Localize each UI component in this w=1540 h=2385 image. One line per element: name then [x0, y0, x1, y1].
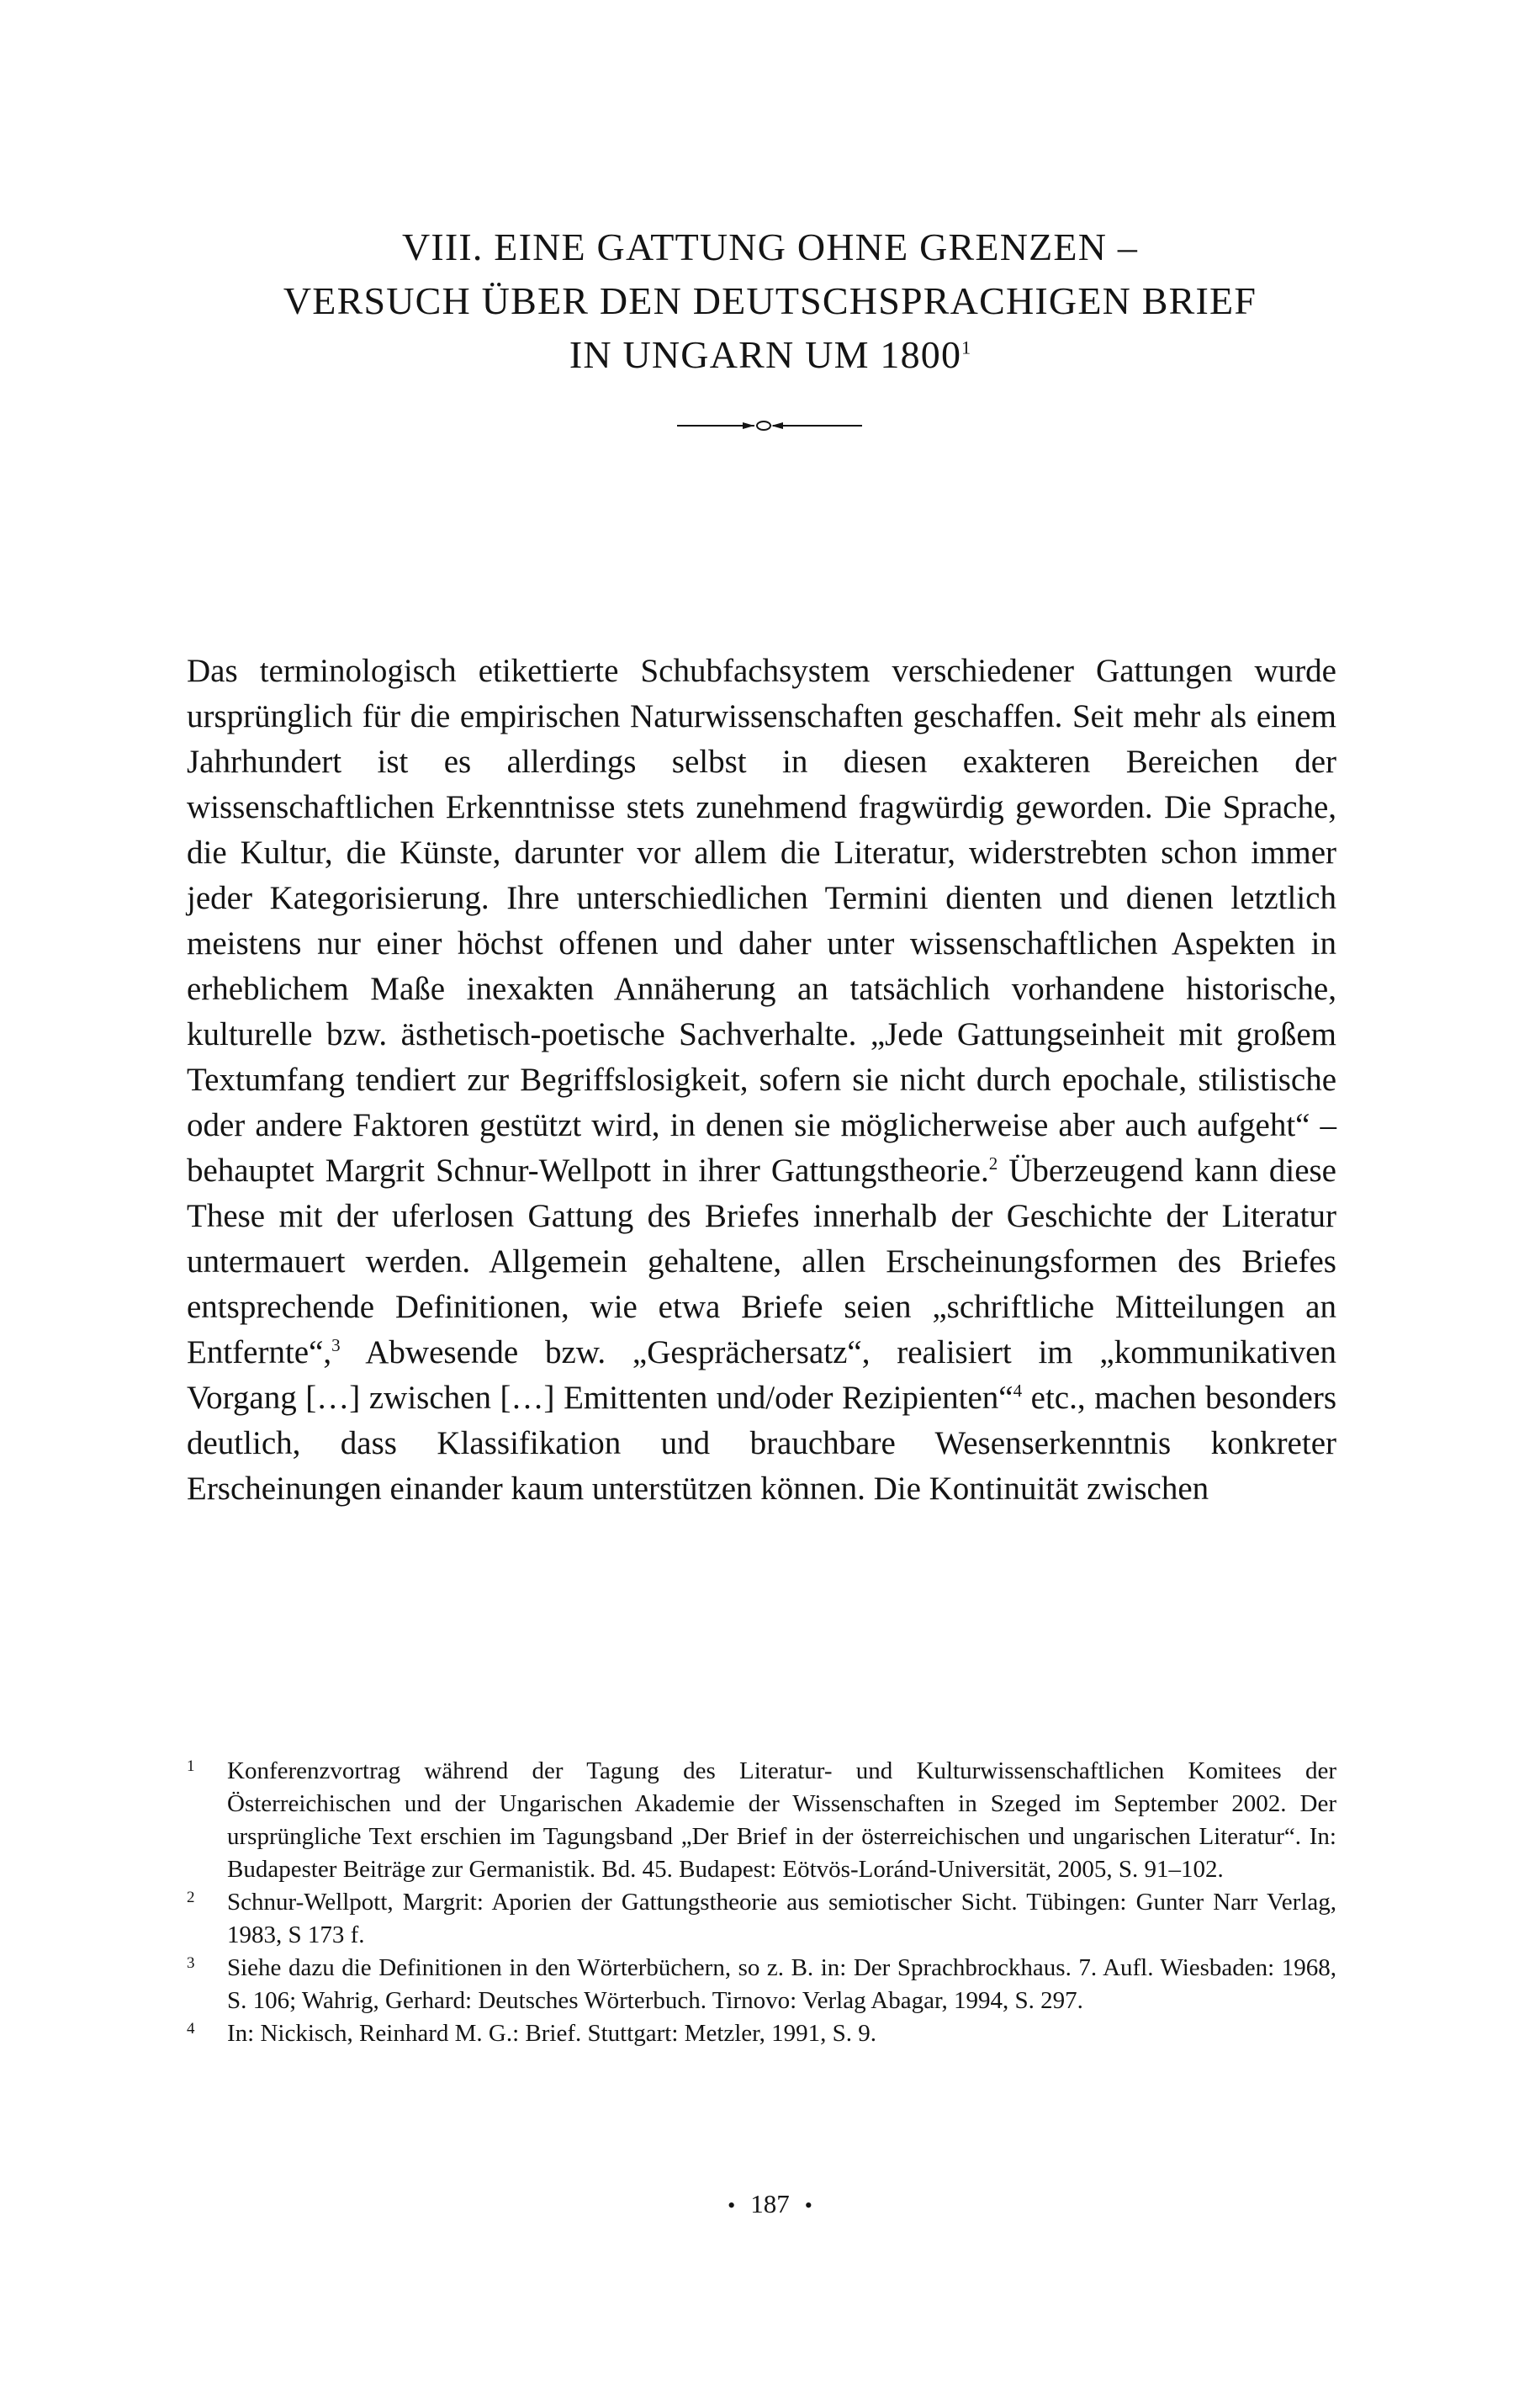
body-text-segment: Abwesende bzw. „Gesprächersatz“, realisiert im „kommunikativen Vorgang […] zwischen […] Emittenten und/oder Rezipienten“: [187, 1334, 1336, 1416]
chapter-title-line-3-text: IN UNGARN UM 1800: [569, 333, 962, 376]
body-text-segment: etc., machen besonders deutlich, dass Klassifikation und brauchbare Wesenserkenntnis konkreter Erscheinungen einander kaum unterstützen können. Die Kontinuität zwischen: [187, 1380, 1336, 1507]
footnote-number: 3: [187, 1954, 195, 1972]
ornament-divider-icon: [677, 417, 862, 434]
footnote-item: [187, 1886, 1336, 1952]
footnote-number: 2: [187, 1889, 195, 1906]
chapter-title-line-2: VERSUCH ÜBER DEN DEUTSCHSPRACHIGEN BRIEF: [283, 279, 1257, 322]
page-number: [0, 2189, 1540, 2219]
footnote-ref: 3: [331, 1335, 341, 1355]
footnote-ref: 4: [1013, 1381, 1023, 1401]
footnotes: [187, 1755, 1336, 2050]
footnote-text: In: Nickisch, Reinhard M. G.: Brief. Stuttgart: Metzler, 1991, S. 9.: [227, 2020, 877, 2047]
chapter-title-line-1: VIII. EINE GATTUNG OHNE GRENZEN –: [401, 225, 1139, 268]
footnote-item: [187, 1952, 1336, 2017]
footnote-ref: 1: [961, 337, 971, 358]
bullet-icon: •: [804, 2193, 812, 2218]
footnote-number: 1: [187, 1757, 195, 1775]
footnote-text: Schnur-Wellpott, Margrit: Aporien der Gattungstheorie aus semiotischer Sicht. Tübingen: Gunter Narr Verlag, 1983, S 173 f.: [227, 1889, 1336, 1948]
footnote-item: [187, 1755, 1336, 1886]
page-number-value: 187: [750, 2189, 790, 2218]
body-paragraph: [187, 649, 1336, 1512]
footnote-text: Siehe dazu die Definitionen in den Wörterbüchern, so z. B. in: Der Sprachbrockhaus. 7. Aufl. Wiesbaden: 1968, S. 106; Wahrig, Gerhard: Deutsches Wörterbuch. Tirnovo: Verlag Abagar, 1994, S. 297.: [227, 1954, 1336, 2014]
chapter-title: [168, 220, 1372, 382]
footnote-ref: 2: [988, 1153, 998, 1174]
body-text-segment: Überzeugend kann diese These mit der uferlosen Gattung des Briefes innerhalb der Geschichte der Literatur untermauert werden. Allgemein gehaltene, allen Erscheinungsformen des Briefes entsprechende Definitionen, wie etwa Briefe seien „schriftliche Mitteilungen an Entfernte“,: [187, 1153, 1336, 1370]
footnote-number: 4: [187, 2020, 195, 2038]
bullet-icon: •: [728, 2193, 736, 2218]
chapter-title-line-3: [168, 328, 1372, 382]
body-text-segment: Das terminologisch etikettierte Schubfachsystem verschiedener Gattungen wurde ursprünglich für die empirischen Naturwissenschaften geschaffen. Seit mehr als einem Jahrhundert ist es allerdings selbst in diesen exakteren Bereichen der wissenschaftlichen Erkenntnisse stets zunehmend fragwürdig geworden. Die Sprache, die Kultur, die Künste, darunter vor allem die Literatur, widerstrebten schon immer jeder Kategorisierung. Ihre unterschiedlichen Termini dienten und dienen letztlich meistens nur einer höchst offenen und daher unter wissenschaftlichen Aspekten in erheblichem Maße inexakten Annäherung an tatsächlich vorhandene historische, kulturelle bzw. ästhetisch-poetische Sachverhalte. „Jede Gattungseinheit mit großem Textumfang tendiert zur Begriffslosigkeit, sofern sie nicht durch epochale, stilistische oder andere Faktoren gestützt wird, in denen sie möglicherweise aber auch aufgeht“ – behauptet Margrit Schnur-Wellpott in ihrer Gattungstheorie.: [187, 653, 1336, 1189]
footnote-text: Konferenzvortrag während der Tagung des Literatur- und Kulturwissenschaftlichen Komitees der Österreichischen und der Ungarischen Akademie der Wissenschaften in Szeged im September 2002. Der ursprüngliche Text erschien im Tagungsband „Der Brief in der österreichischen und ungarischen Literatur“. In: Budapester Beiträge zur Germanistik. Bd. 45. Budapest: Eötvös-Loránd-Universität, 2005, S. 91–102.: [227, 1757, 1336, 1883]
footnote-item: [187, 2017, 1336, 2050]
